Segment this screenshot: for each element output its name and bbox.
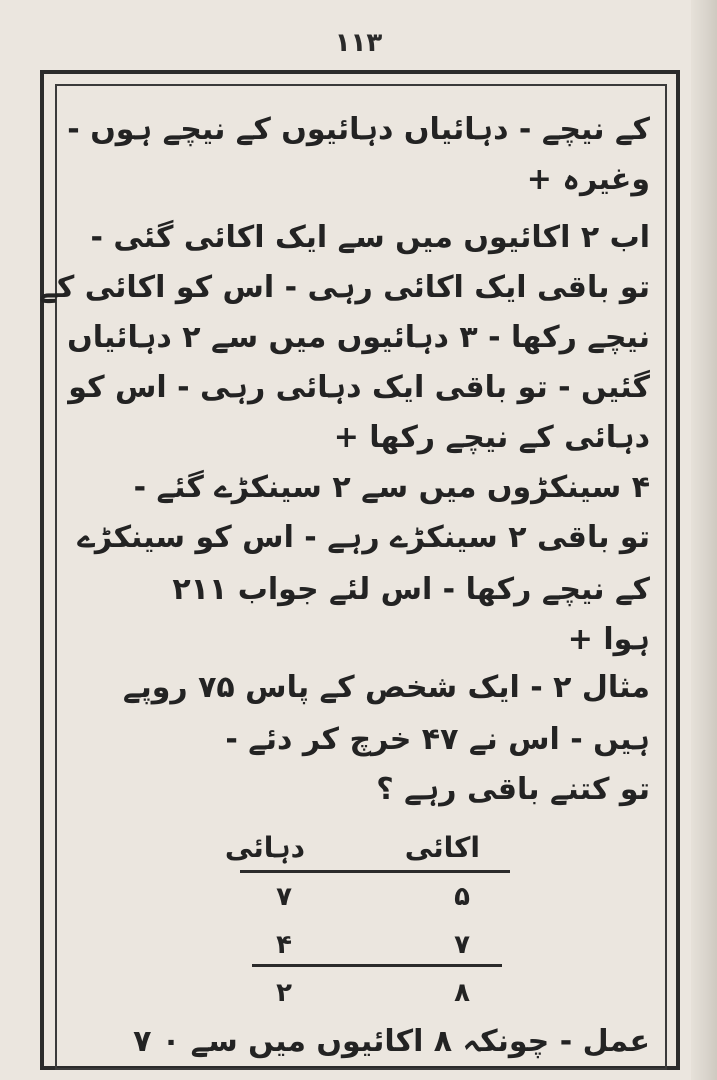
text-line-10: کے نیچے رکھا - اس لئے جواب ۲۱۱	[172, 572, 650, 607]
header-ones: اکائی	[404, 831, 480, 864]
table-top-rule	[240, 870, 510, 873]
text-line-bottom: عمل - چونکہ ۸ اکائیوں میں سے ۰ ۷	[133, 1024, 650, 1059]
row2-ones: ۷	[454, 930, 470, 960]
header-tens: دہائی	[224, 831, 305, 864]
text-line-2: وغیرہ +	[526, 162, 650, 197]
page-edge-shadow	[691, 0, 717, 1080]
text-line-1: کے نیچے - دہائیاں دہائیوں کے نیچے ہوں -	[67, 112, 650, 147]
row2-tens: ۴	[276, 930, 292, 960]
text-line-11: ہوا +	[567, 622, 650, 657]
result-ones: ۸	[454, 978, 470, 1008]
text-line-5: نیچے رکھا - ۳ دہائیوں میں سے ۲ دہائیاں	[67, 320, 650, 355]
text-line-7: دہائی کے نیچے رکھا +	[333, 420, 650, 455]
text-line-6: گئیں - تو باقی ایک دہائی رہی - اس کو	[68, 370, 650, 405]
table-bottom-rule	[252, 964, 502, 967]
result-tens: ۲	[276, 978, 292, 1008]
row1-tens: ۷	[276, 882, 292, 912]
text-line-8: ۴ سینکڑوں میں سے ۲ سینکڑے گئے -	[133, 470, 650, 505]
text-line-4: تو باقی ایک اکائی رہی - اس کو اکائی کے	[39, 270, 650, 305]
text-line-12: مثال ۲ - ایک شخص کے پاس ۷۵ روپے	[122, 670, 650, 705]
text-line-13: ہیں - اس نے ۴۷ خرچ کر دئے -	[225, 722, 650, 757]
page-number: ۱۱۳	[334, 28, 383, 58]
text-line-3: اب ۲ اکائیوں میں سے ایک اکائی گئی -	[90, 220, 650, 255]
row1-ones: ۵	[454, 882, 470, 912]
text-line-9: تو باقی ۲ سینکڑے رہے - اس کو سینکڑے	[77, 520, 650, 555]
text-line-14: تو کتنے باقی رہے ؟	[376, 772, 650, 807]
